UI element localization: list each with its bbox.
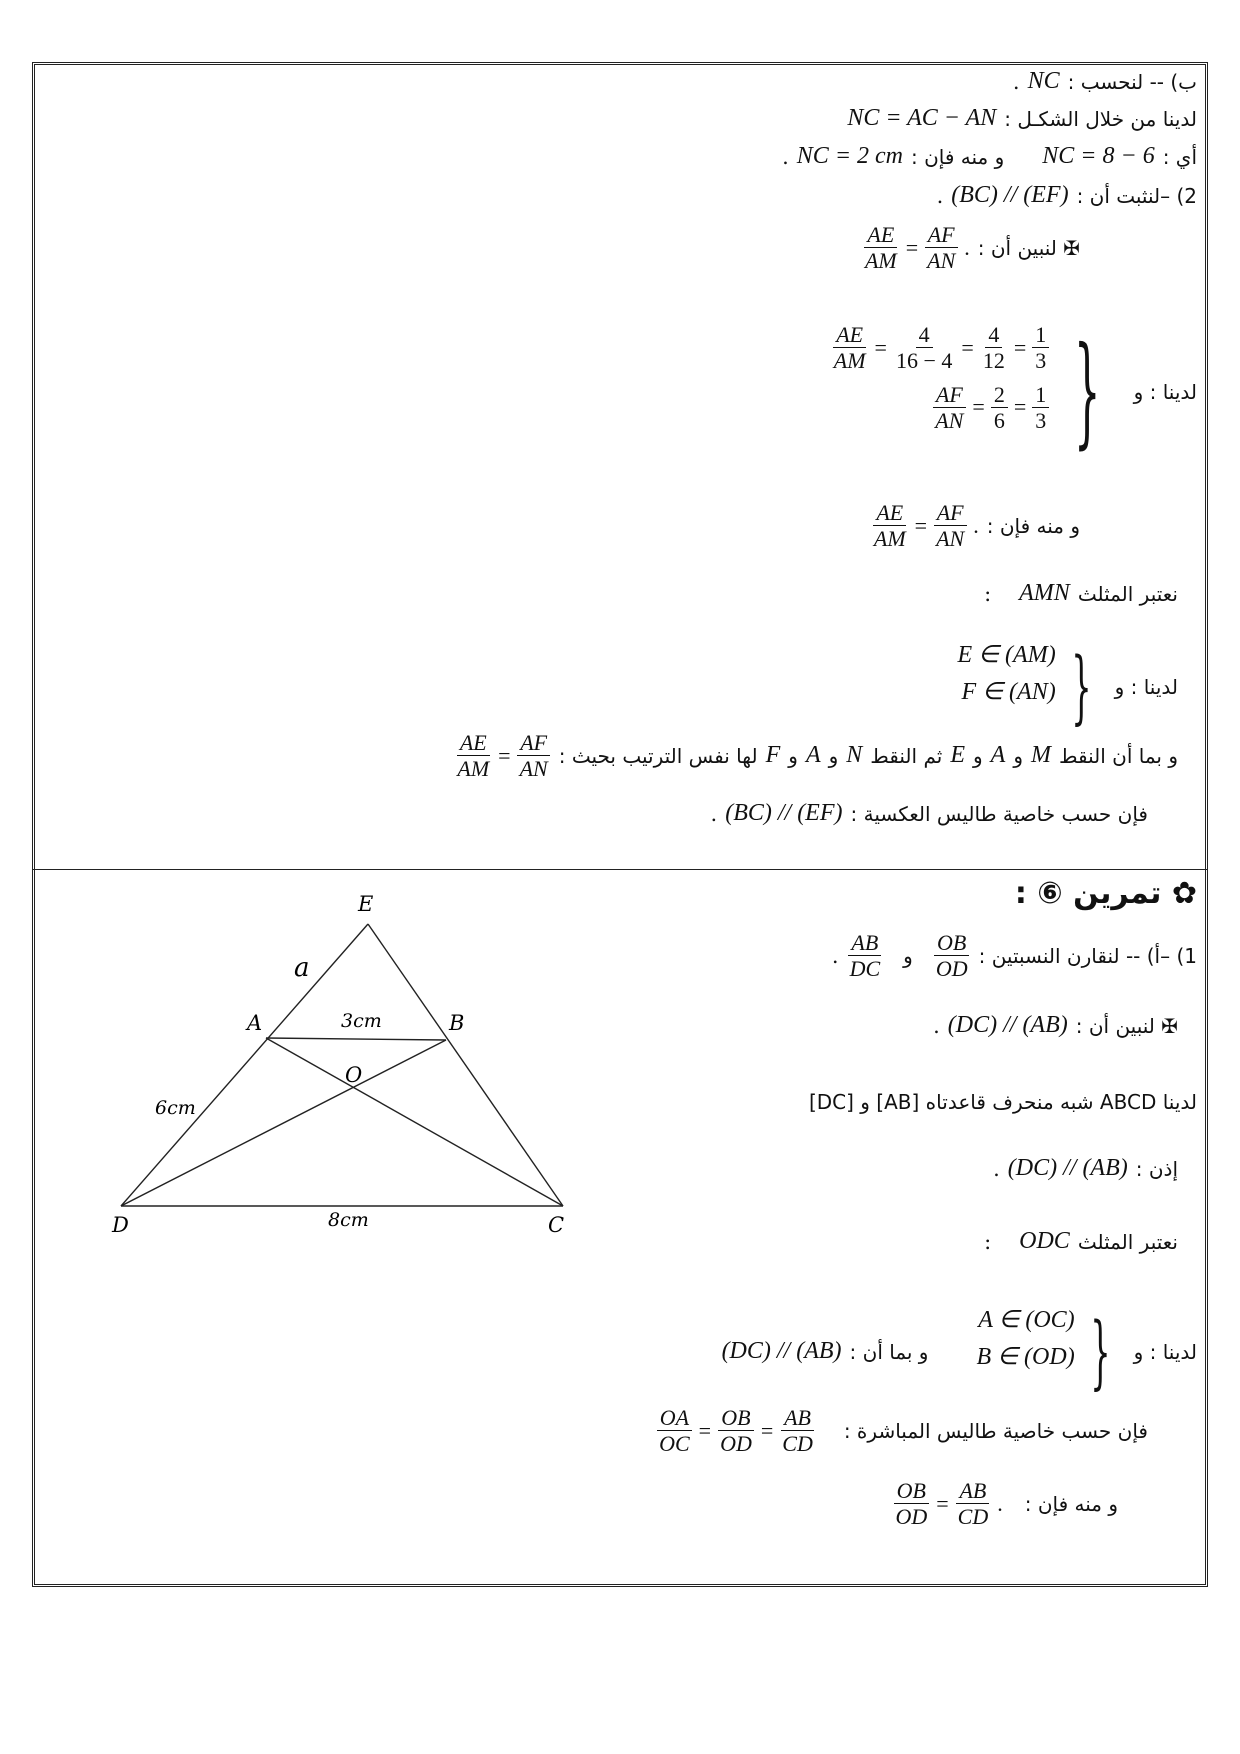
- math: NC: [1027, 68, 1060, 94]
- length-label-dc: 8cm: [328, 1209, 369, 1231]
- line-prove-parallel: 2) –لنثبت أن : (BC) // (EF) .: [936, 182, 1197, 208]
- line-membership-2: [722, 1305, 1197, 1398]
- label: لدينا : و: [1133, 379, 1197, 404]
- label: نعتبر المثلث: [1077, 581, 1178, 606]
- label: ✠ لنبين أن :: [1075, 1013, 1178, 1038]
- line-compare-ratios: 1) –أ) -- لنقارن النسبتين : $\frac{AB}{DC}$ و $\frac{OB}{OD}$ .: [831, 930, 1197, 982]
- math: (BC) // (EF): [951, 182, 1069, 208]
- statement: لدينا ABCD شبه منحرف قاعدتاه [AB] و [DC]: [808, 1090, 1197, 1114]
- label: لدينا من خلال الشكـل :: [1004, 106, 1197, 131]
- ratio-equation: $\frac{AE}{AM}$ = $\frac{AF}{AN}$ .: [864, 222, 970, 274]
- math: NC = 8 − 6: [1042, 143, 1155, 169]
- line-show-dc-ab: ✠ لنبين أن : (DC) // (AB) .: [933, 1012, 1178, 1038]
- label: 2) –لنثبت أن :: [1076, 183, 1197, 208]
- point-label-B: B: [449, 1011, 465, 1035]
- line-conclusion-parallel: فإن حسب خاصية طاليس العكسية : (BC) // (EF) .: [710, 800, 1148, 826]
- label: لدينا : و: [1114, 674, 1178, 699]
- line-ratio-equal: [871, 500, 1080, 552]
- math: (DC) // (AB): [1007, 1155, 1128, 1181]
- line-consider-odc: نعتبر المثلث ODC :: [984, 1228, 1178, 1254]
- point-label-E: E: [358, 892, 374, 916]
- length-label-a: a: [294, 953, 310, 983]
- label: و منه فإن :: [911, 144, 1005, 169]
- membership-system: E ∈ (AM) F ∈ (AN) }: [957, 640, 1092, 733]
- line-trapezoid: [809, 1090, 1197, 1114]
- label: نعتبر المثلث: [1077, 1229, 1178, 1254]
- point-label-C: C: [548, 1213, 565, 1237]
- length-label-ab: 3cm: [341, 1010, 382, 1032]
- math: NC = 2 cm: [796, 143, 903, 169]
- line-nc-result: أي : NC = 8 − 6 و منه فإن : NC = 2 cm .: [782, 143, 1197, 169]
- math: ODC: [1019, 1228, 1070, 1254]
- computation-system: $\frac{AE}{AM}$ = $\frac{4}{16 - 4}$ = $\frac{4}{12}$ = $\frac{1}{3}$ $\frac{AF}{AN}$ = $\frac{2}{6}$ = $\frac{1}{3}$ }: [833, 322, 1101, 461]
- label: إذن :: [1135, 1156, 1178, 1181]
- label: ثم النقط: [870, 743, 943, 768]
- triangle-figure: [95, 880, 615, 1240]
- segment-ED: [121, 924, 368, 1206]
- label: أي :: [1162, 144, 1197, 169]
- line-therefore: إذن : (DC) // (AB) .: [993, 1155, 1178, 1181]
- section-divider: [32, 869, 1208, 870]
- line-show-ratio: [862, 222, 1080, 274]
- label: 1) –أ) -- لنقارن النسبتين :: [978, 943, 1197, 968]
- math: (BC) // (EF): [725, 800, 843, 826]
- label: ✠ لنبين أن :: [977, 235, 1080, 260]
- line-from-figure: [847, 105, 1197, 132]
- label: و بما أن :: [849, 1339, 929, 1364]
- final-equation: $\frac{OB}{OD}$ = $\frac{AB}{CD}$ .: [895, 1478, 1003, 1530]
- length-label-ad: 6cm: [155, 1097, 196, 1119]
- point-label-D: D: [112, 1213, 129, 1237]
- point-label-O: O: [345, 1063, 363, 1087]
- line-compute-nc: ب) -- لنحسب : NC .: [1012, 68, 1197, 94]
- label: و منه فإن :: [986, 513, 1080, 538]
- exercise-title: ✿ تمرين ⑥ :: [1014, 876, 1197, 911]
- segment-BD: [121, 1040, 446, 1206]
- ratio-equation: $\frac{AE}{AM}$ = $\frac{AF}{AN}$ .: [873, 500, 979, 552]
- math: (DC) // (AB): [721, 1338, 842, 1364]
- label: و منه فإن :: [1024, 1491, 1118, 1516]
- label: لها نفس الترتيب بحيث :: [558, 743, 758, 768]
- math: AMN: [1019, 580, 1070, 606]
- thales-equation: $\frac{OA}{OC}$ = $\frac{OB}{OD}$ = $\frac{AB}{CD}$: [656, 1405, 816, 1457]
- label: و بما أن النقط: [1059, 743, 1178, 768]
- line-consider-amn: نعتبر المثلث AMN :: [984, 580, 1178, 606]
- line-membership: [957, 640, 1178, 733]
- line-computation: [831, 322, 1197, 461]
- label: ب) -- لنحسب :: [1067, 69, 1197, 94]
- membership-system: A ∈ (OC) B ∈ (OD) }: [976, 1305, 1111, 1398]
- label: فإن حسب خاصية طاليس المباشرة :: [843, 1418, 1148, 1443]
- line-order: و بما أن النقط M و A و E ثم النقط N و A و F لها نفس الترتيب بحيث : $\frac{AE}{AM}$ = $\frac{AF}{AN}$: [454, 730, 1178, 782]
- ratio-equation: $\frac{AE}{AM}$ = $\frac{AF}{AN}$: [454, 730, 550, 782]
- math: (DC) // (AB): [947, 1012, 1068, 1038]
- label: فإن حسب خاصية طاليس العكسية :: [850, 801, 1148, 826]
- ratios: $\frac{AB}{DC}$ و $\frac{OB}{OD}$: [849, 930, 968, 982]
- point-label-A: A: [247, 1011, 263, 1035]
- segment-AB: [266, 1038, 446, 1040]
- line-thales-direct: [656, 1405, 1148, 1457]
- line-final-result: [892, 1478, 1118, 1530]
- math: NC = AC − AN: [847, 105, 997, 131]
- segment-AC: [266, 1038, 563, 1206]
- label: لدينا : و: [1133, 1339, 1197, 1364]
